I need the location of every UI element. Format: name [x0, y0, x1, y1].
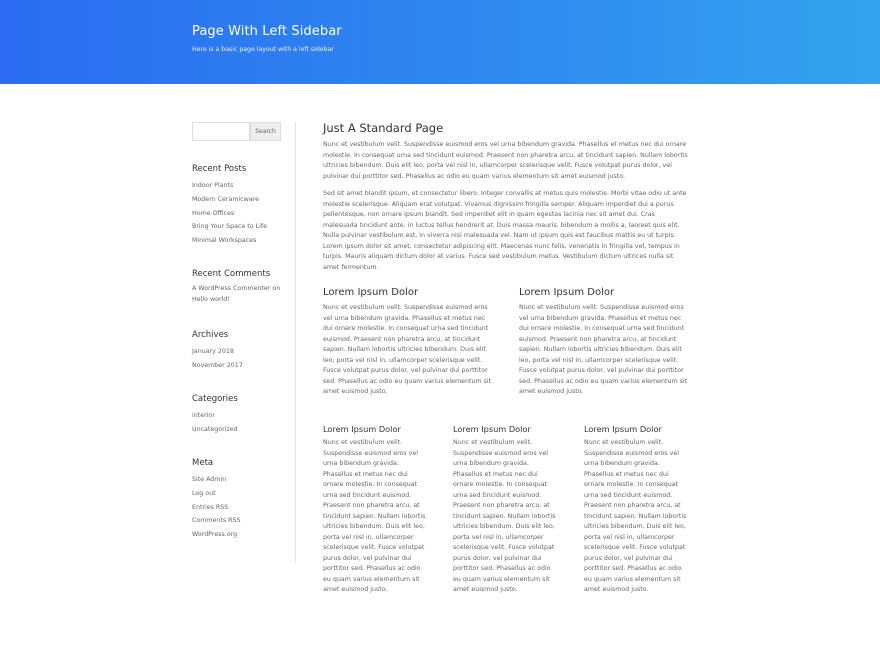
page-header-banner	[0, 0, 880, 84]
search-button[interactable]: Search	[250, 122, 281, 141]
two-col-heading: Lorem Ipsum Dolor	[519, 287, 615, 298]
two-col-heading: Lorem Ipsum Dolor	[323, 287, 419, 298]
two-col-text: Nunc et vestibulum velit. Suspendisse euismod eros vel urna bibendum gravida. Phasellus et metus nec dui ornare molestie. In consequat urna sed tincidunt euismod. Praesent non pharetra arcu, at tincidunt sapien. Nullam lobortis ultricies bibendum. Duis elit leo, porta vel nisl in, ullamcorper scelerisque velit. Fusce volutpat purus dolor, vel pulvinar dui porttitor sed. Phasellus ac odio eu quam varius elementum sit amet euismod justo.	[323, 304, 492, 395]
three-col-text: Nunc et vestibulum velit. Suspendisse euismod eros vel urna bibendum gravida. Phasellus et metus nec dui ornare molestie. In consequat urna sed tincidunt euismod. Praesent non pharetra arcu, at tincidunt sapien. Nullam lobortis ultricies bibendum. Duis elit leo, porta vel nisl in, ullamcorper scelerisque velit. Fusce volutpat purus dolor, vel pulvinar dui porttitor sed. Phasellus ac odio eu quam varius elementum sit amet euismod justo.	[453, 439, 556, 593]
comment-post-link[interactable]: Hello world!	[192, 295, 230, 303]
meta-list	[192, 473, 292, 542]
page-title: Just A Standard Page	[323, 121, 444, 135]
recent-posts-title: Recent Posts	[192, 164, 247, 174]
archives-list	[192, 345, 292, 373]
three-col-heading: Lorem Ipsum Dolor	[453, 424, 531, 434]
two-col-block	[323, 286, 495, 398]
page-header-title: Page With Left Sidebar	[192, 24, 342, 39]
archives-title: Archives	[192, 330, 229, 340]
three-col-text: Nunc et vestibulum velit. Suspendisse euismod eros vel urna bibendum gravida. Phasellus et metus nec dui ornare molestie. In consequat urna sed tincidunt euismod. Praesent non pharetra arcu, at tincidunt sapien. Nullam lobortis ultricies bibendum. Duis elit leo, porta vel nisl in, ullamcorper scelerisque velit. Fusce volutpat purus dolor, vel pulvinar dui porttitor sed. Phasellus ac odio eu quam varius elementum sit amet euismod justo.	[584, 439, 687, 593]
search-input[interactable]	[192, 122, 250, 141]
recent-post-link[interactable]: Minimal Workspaces	[192, 237, 257, 245]
categories-widget	[192, 393, 292, 437]
recent-post-link[interactable]: Bring Your Space to Life	[192, 223, 267, 231]
recent-comments-title: Recent Comments	[192, 269, 271, 279]
meta-widget	[192, 457, 292, 542]
archive-link[interactable]: November 2017	[192, 361, 243, 369]
recent-comments-widget	[192, 268, 292, 305]
meta-link[interactable]: Comments RSS	[192, 517, 241, 525]
three-col-block	[323, 423, 429, 596]
three-col-heading: Lorem Ipsum Dolor	[584, 424, 662, 434]
page-header-subtitle: Here is a basic page layout with a left sidebar	[192, 46, 334, 53]
left-sidebar	[192, 122, 296, 563]
comment-on-text: on	[272, 285, 281, 292]
intro-paragraph: Nunc et vestibulum velit. Suspendisse euismod eros vel urna bibendum gravida. Phasellus et metus nec dui ornare molestie. In consequat urna sed tincidunt euismod. Praesent non pharetra arcu, at tincidunt sapien. Nullam lobortis ultricies bibendum. Duis elit leo, porta vel nisl in, ullamcorper scelerisque velit. Fusce volutpat purus dolor, vel pulvinar dui porttitor sed. Phasellus ac odio eu quam varius elementum sit amet euismod justo.	[323, 141, 688, 180]
meta-link[interactable]: WordPress.org	[192, 531, 238, 539]
two-col-block	[519, 286, 691, 398]
recent-posts-list	[192, 179, 292, 248]
meta-link[interactable]: Site Admin	[192, 476, 227, 483]
recent-post-link[interactable]: Home Offices	[192, 209, 235, 217]
categories-title: Categories	[192, 394, 238, 404]
search-form	[192, 122, 281, 141]
category-link[interactable]: interior	[192, 412, 215, 419]
recent-post-link[interactable]: Indoor Plants	[192, 182, 234, 189]
three-col-block	[453, 423, 559, 596]
main-content	[323, 120, 689, 273]
comment-author-link[interactable]: A WordPress Commenter	[192, 285, 271, 292]
recent-posts-widget	[192, 163, 292, 248]
meta-title: Meta	[192, 458, 214, 468]
meta-link[interactable]: Entries RSS	[192, 503, 229, 511]
intro-paragraph: Sed sit amet blandit ipsum, et consectetur libero. Integer convallis at metus quis molestie. Morbi vitae odio ut ante molestie scelerisque. Aliquam erat volutpat. Vivamus dignissim fringilla semper. Aliquam imperdiet dui a purus pellentesque, non ornare ipsum blandit. Sed imperdiet elit in quam egestas lacinia nec sit amet dui. Cras malesuada tincidunt ante, in luctus tellus hendrerit at. Duis massa mauris, bibendum a mollis a, laoreet quis elit. Nulla pulvinar vestibulum est, in viverra nisi malesuada vel. Nam ut ipsum quis est faucibus mattis eu ut turpis. Lorem ipsum dolor sit amet, consectetur adipiscing elit. Maecenas nunc felis, venenatis in fringilla vel, tempus in turpis. Mauris aliquam dictum dolor at varius. Fusce sed vestibulum metus. Vestibulum dictum ultrices nulla sit amet fermentum.	[323, 190, 687, 271]
categories-list	[192, 409, 292, 437]
archives-widget	[192, 329, 292, 373]
three-col-text: Nunc et vestibulum velit. Suspendisse euismod eros vel urna bibendum gravida. Phasellus et metus nec dui ornare molestie. In consequat urna sed tincidunt euismod. Praesent non pharetra arcu, at tincidunt sapien. Nullam lobortis ultricies bibendum. Duis elit leo, porta vel nisl in, ullamcorper scelerisque velit. Fusce volutpat purus dolor, vel pulvinar dui porttitor sed. Phasellus ac odio eu quam varius elementum sit amet euismod justo.	[323, 439, 426, 593]
category-link[interactable]: Uncategorized	[192, 425, 238, 433]
meta-link[interactable]: Log out	[192, 489, 216, 497]
two-col-text: Nunc et vestibulum velit. Suspendisse euismod eros vel urna bibendum gravida. Phasellus et metus nec dui ornare molestie. In consequat urna sed tincidunt euismod. Praesent non pharetra arcu, at tincidunt sapien. Nullam lobortis ultricies bibendum. Duis elit leo, porta vel nisl in, ullamcorper scelerisque velit. Fusce volutpat purus dolor, vel pulvinar dui porttitor sed. Phasellus ac odio eu quam varius elementum sit amet euismod justo.	[519, 304, 688, 395]
archive-link[interactable]: January 2018	[192, 348, 234, 355]
recent-comment-entry	[192, 284, 292, 305]
recent-post-link[interactable]: Modern Ceramicware	[192, 195, 260, 203]
three-col-heading: Lorem Ipsum Dolor	[323, 424, 401, 434]
three-col-block	[584, 423, 690, 596]
